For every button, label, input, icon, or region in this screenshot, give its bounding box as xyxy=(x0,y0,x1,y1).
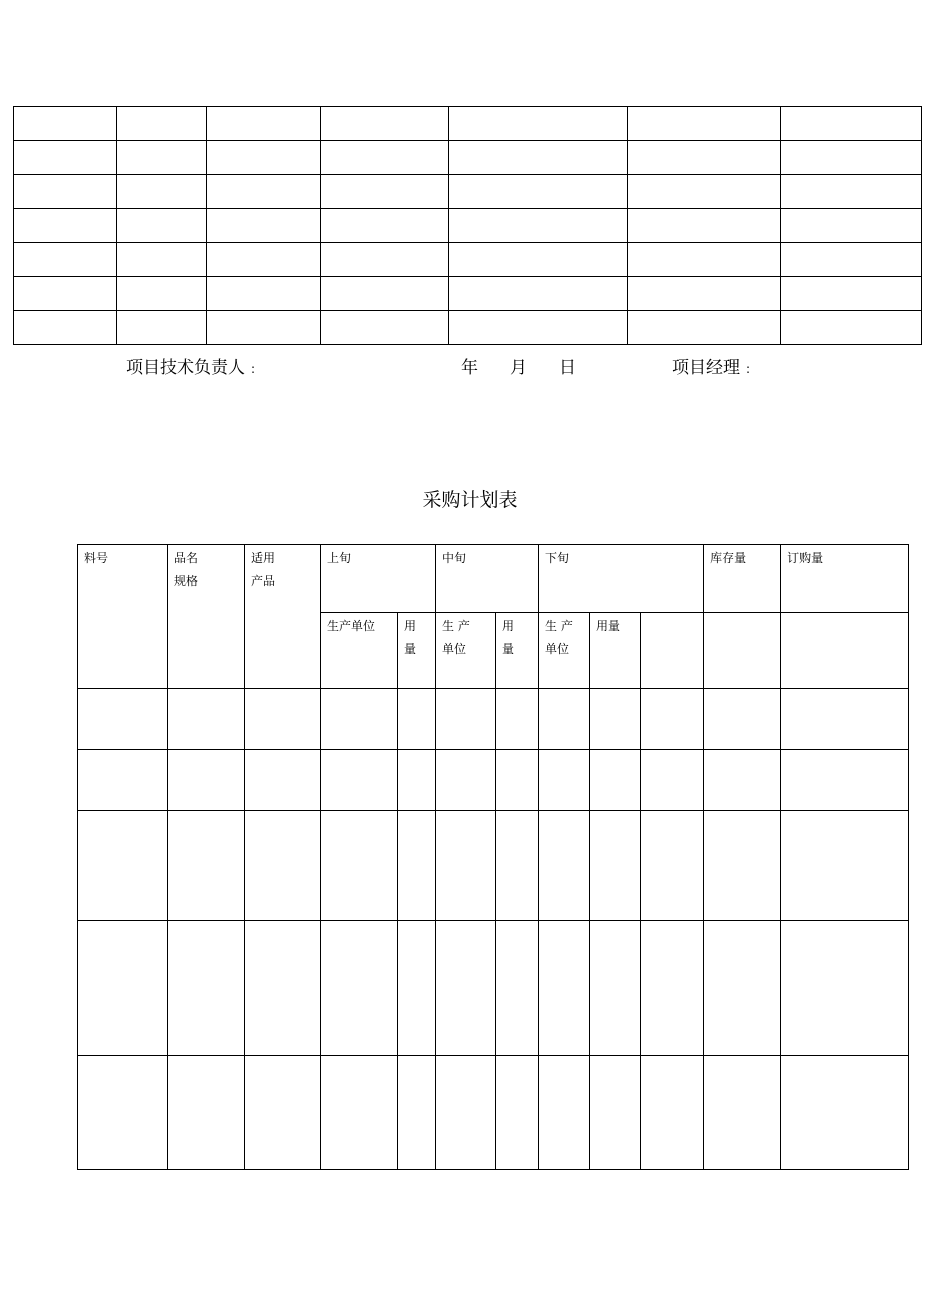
table-cell xyxy=(628,243,781,277)
table-cell xyxy=(321,107,449,141)
table-row xyxy=(78,750,909,811)
table-cell xyxy=(628,277,781,311)
table-cell xyxy=(449,107,628,141)
header-early-unit: 生产单位 xyxy=(321,613,398,689)
table-row xyxy=(14,175,922,209)
table-cell xyxy=(207,277,321,311)
header-stock: 库存量 xyxy=(704,545,781,613)
table-cell xyxy=(117,107,207,141)
table-cell xyxy=(14,243,117,277)
purchase-plan-table xyxy=(77,544,909,1170)
manager-colon: : xyxy=(746,362,751,376)
table-row xyxy=(14,243,922,277)
table-row xyxy=(14,107,922,141)
header-late-unit: 生 产 单位 xyxy=(539,613,590,689)
header-applicable-product: 适用 产品 xyxy=(245,545,321,689)
table-cell xyxy=(628,141,781,175)
table-cell xyxy=(449,311,628,345)
table-cell xyxy=(117,243,207,277)
year-label: 年 xyxy=(461,358,478,378)
table-cell xyxy=(207,107,321,141)
header-blank xyxy=(641,613,704,689)
table-cell xyxy=(207,311,321,345)
table-cell xyxy=(14,175,117,209)
table-cell xyxy=(207,141,321,175)
table-cell xyxy=(628,107,781,141)
table-cell xyxy=(207,209,321,243)
tech-lead-label: 项目技术负责人 xyxy=(126,358,245,378)
manager-label: 项目经理 xyxy=(672,358,740,378)
header-order-sub xyxy=(781,613,909,689)
table-cell xyxy=(14,277,117,311)
table-row xyxy=(14,141,922,175)
table-cell xyxy=(321,311,449,345)
table-cell xyxy=(449,141,628,175)
table-cell xyxy=(449,209,628,243)
table-cell xyxy=(321,175,449,209)
header-mid-month: 中旬 xyxy=(436,545,539,613)
table-cell xyxy=(207,175,321,209)
table-cell xyxy=(207,243,321,277)
day-label: 日 xyxy=(559,358,576,378)
table-cell xyxy=(449,277,628,311)
table-cell xyxy=(781,107,922,141)
header-late-month: 下旬 xyxy=(539,545,704,613)
header-early-usage: 用 量 xyxy=(398,613,436,689)
table-cell xyxy=(14,209,117,243)
top-blank-table xyxy=(13,106,922,345)
header-early-month: 上旬 xyxy=(321,545,436,613)
table-cell xyxy=(449,175,628,209)
table-row xyxy=(14,311,922,345)
table-row xyxy=(78,1056,909,1170)
header-name-spec: 品名 规格 xyxy=(168,545,245,689)
table-cell xyxy=(117,175,207,209)
header-row-1 xyxy=(78,545,909,613)
table-row xyxy=(14,277,922,311)
header-mid-unit: 生 产 单位 xyxy=(436,613,496,689)
table-cell xyxy=(781,209,922,243)
header-mid-usage: 用 量 xyxy=(496,613,539,689)
month-label: 月 xyxy=(510,358,527,378)
table-cell xyxy=(781,141,922,175)
table-cell xyxy=(781,277,922,311)
purchase-plan-title: 采购计划表 xyxy=(422,489,518,511)
table-cell xyxy=(628,209,781,243)
table-cell xyxy=(449,243,628,277)
header-order-qty: 订购量 xyxy=(781,545,909,613)
table-cell xyxy=(628,175,781,209)
tech-lead-colon: : xyxy=(251,362,256,376)
header-late-usage: 用量 xyxy=(590,613,641,689)
table-cell xyxy=(117,277,207,311)
table-cell xyxy=(628,311,781,345)
table-cell xyxy=(321,209,449,243)
table-row xyxy=(78,921,909,1056)
header-item-no: 料号 xyxy=(78,545,168,689)
table-cell xyxy=(781,243,922,277)
table-cell xyxy=(117,141,207,175)
signature-line xyxy=(0,356,950,380)
manager-field xyxy=(672,356,750,381)
table-cell xyxy=(117,209,207,243)
table-cell xyxy=(321,243,449,277)
table-cell xyxy=(321,141,449,175)
tech-lead-field xyxy=(126,356,255,381)
table-cell xyxy=(14,107,117,141)
table-cell xyxy=(117,311,207,345)
table-row xyxy=(78,811,909,921)
table-cell xyxy=(14,311,117,345)
table-cell xyxy=(781,175,922,209)
table-row xyxy=(78,689,909,750)
header-stock-sub xyxy=(704,613,781,689)
table-cell xyxy=(781,311,922,345)
table-cell xyxy=(321,277,449,311)
table-cell xyxy=(14,141,117,175)
table-row xyxy=(14,209,922,243)
